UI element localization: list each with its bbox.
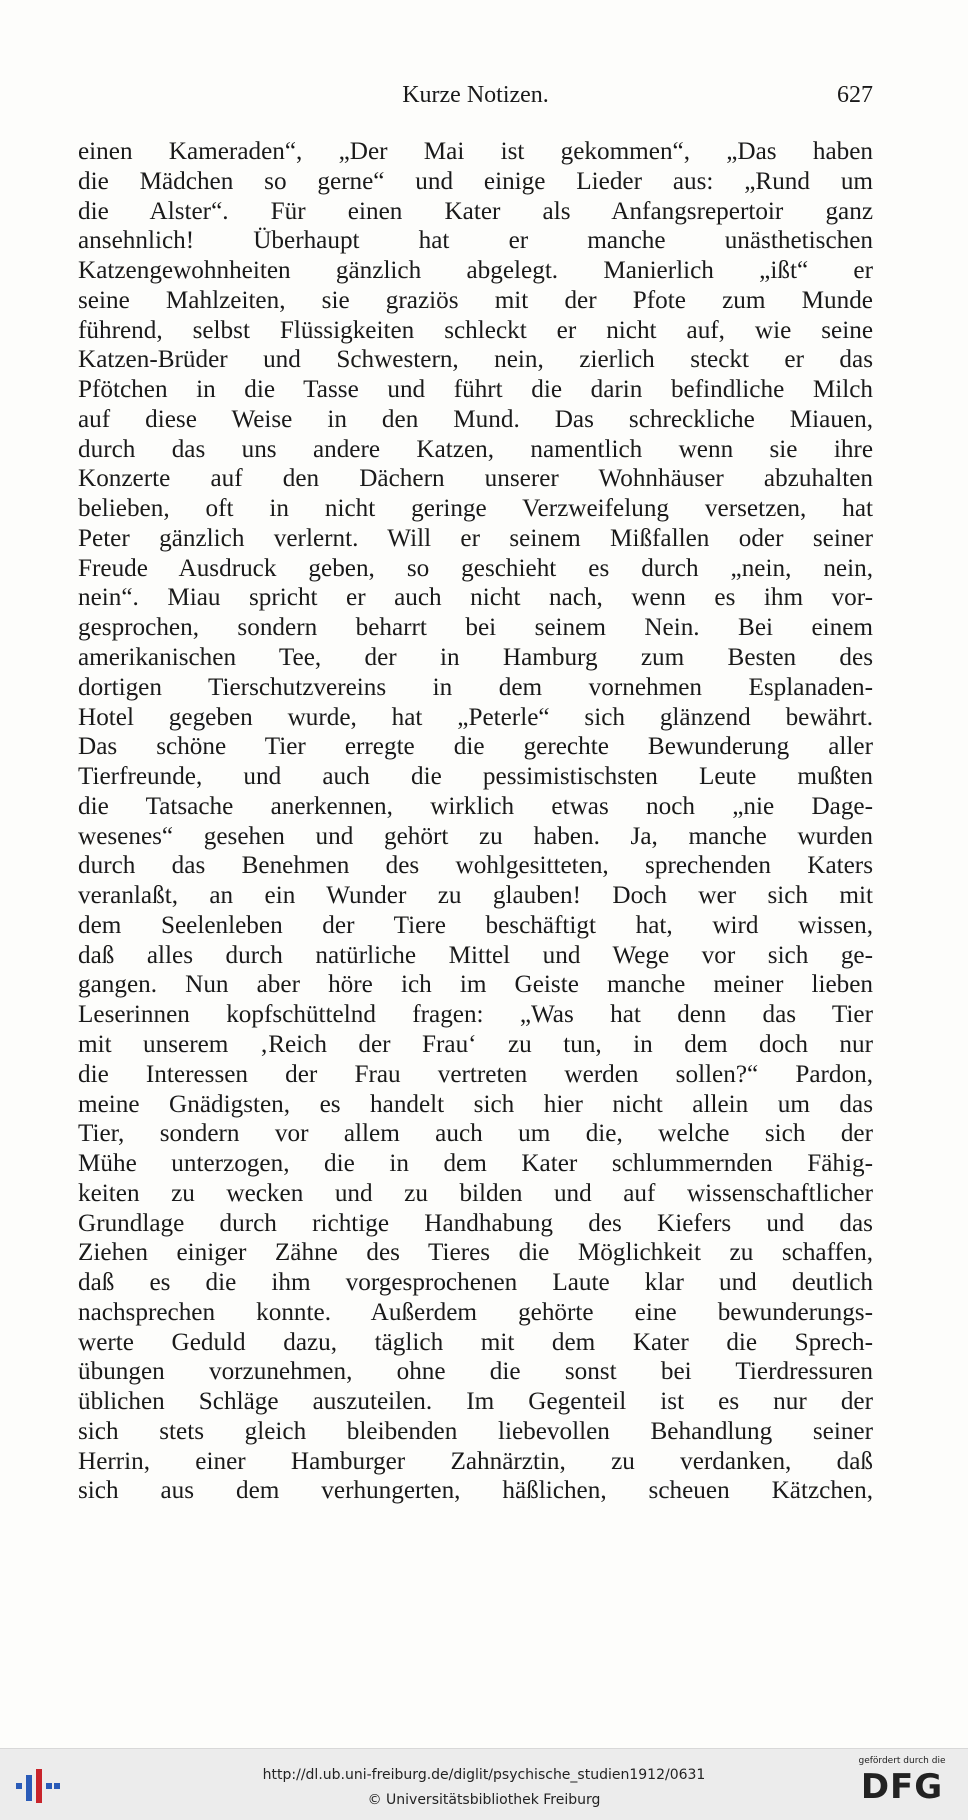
- text-line: sich aus dem verhungerten, häßlichen, scheuen Kätzchen,: [78, 1477, 873, 1505]
- text-line: daß es die ihm vorgesprochenen Laute klar und deutlich: [78, 1269, 873, 1297]
- copyright-notice: © Universitätsbibliothek Freiburg: [367, 1792, 601, 1808]
- text-line: sich stets gleich bleibenden liebevollen Behandlung seiner: [78, 1417, 873, 1445]
- viewer-footer: [0, 1748, 968, 1820]
- dfg-caption: gefördert durch die: [858, 1756, 946, 1766]
- text-line: Ziehen einiger Zähne des Tieres die Möglichkeit zu schaffen,: [78, 1239, 873, 1267]
- text-line: Leserinnen kopfschüttelnd fragen: „Was hat denn das Tier: [78, 1001, 873, 1029]
- running-title: Kurze Notizen.: [402, 82, 549, 108]
- text-line: dortigen Tierschutzvereins in dem vornehmen Esplanaden-: [78, 673, 873, 701]
- body-text: [78, 137, 873, 1506]
- text-line: die Tatsache anerkennen, wirklich etwas noch „nie Dage-: [78, 792, 873, 820]
- text-line: werte Geduld dazu, täglich mit dem Kater die Sprech-: [78, 1328, 873, 1356]
- text-line: amerikanischen Tee, der in Hamburg zum Besten des: [78, 644, 873, 672]
- text-line: gesprochen, sondern beharrt bei seinem Nein. Bei einem: [78, 614, 873, 642]
- text-line: daß alles durch natürliche Mittel und Wege vor sich ge-: [78, 941, 873, 969]
- text-line: seine Mahlzeiten, sie graziös mit der Pfote zum Munde: [78, 286, 873, 314]
- page-number: 627: [837, 82, 873, 108]
- text-line: Katzen-Brüder und Schwestern, nein, zierlich steckt er das: [78, 346, 873, 374]
- permalink-url[interactable]: http://dl.ub.uni-freiburg.de/diglit/psychische_studien1912/0631: [262, 1767, 706, 1783]
- text-line: Katzengewohnheiten gänzlich abgelegt. Manierlich „ißt“ er: [78, 257, 873, 285]
- text-line: Pfötchen in die Tasse und führt die darin befindliche Milch: [78, 376, 873, 404]
- text-line: ansehnlich! Überhaupt hat er manche unästhetischen: [78, 227, 873, 255]
- text-line: die Alster“. Für einen Kater als Anfangsrepertoir ganz: [78, 197, 873, 225]
- text-line: Peter gänzlich verlernt. Will er seinem Mißfallen oder seiner: [78, 524, 873, 552]
- text-line: Herrin, einer Hamburger Zahnärztin, zu verdanken, daß: [78, 1447, 873, 1475]
- text-line: veranlaßt, an ein Wunder zu glauben! Doch wer sich mit: [78, 882, 873, 910]
- text-line: übungen vorzunehmen, ohne die sonst bei Tierdressuren: [78, 1358, 873, 1386]
- text-line: Tier, sondern vor allem auch um die, welche sich der: [78, 1120, 873, 1148]
- text-line: die Mädchen so gerne“ und einige Lieder aus: „Rund um: [78, 167, 873, 195]
- running-head: [78, 82, 873, 116]
- text-line: Freude Ausdruck geben, so geschieht es durch „nein, nein,: [78, 554, 873, 582]
- text-line: die Interessen der Frau vertreten werden sollen?“ Pardon,: [78, 1060, 873, 1088]
- text-line: Mühe unterzogen, die in dem Kater schlummernden Fähig-: [78, 1150, 873, 1178]
- text-line: durch das Benehmen des wohlgesitteten, sprechenden Katers: [78, 852, 873, 880]
- text-line: üblichen Schläge auszuteilen. Im Gegenteil ist es nur der: [78, 1388, 873, 1416]
- text-line: nachsprechen konnte. Außerdem gehörte eine bewunderungs-: [78, 1298, 873, 1326]
- text-line: meine Gnädigsten, es handelt sich hier nicht allein um das: [78, 1090, 873, 1118]
- text-line: einen Kameraden“, „Der Mai ist gekommen“, „Das haben: [78, 138, 873, 165]
- dfg-logo: [846, 1755, 958, 1815]
- text-line: mit unserem ‚Reich der Frau‘ zu tun, in dem doch nur: [78, 1030, 873, 1058]
- text-line: führend, selbst Flüssigkeiten schleckt er nicht auf, wie seine: [78, 316, 873, 344]
- text-line: Konzerte auf den Dächern unserer Wohnhäuser abzuhalten: [78, 465, 873, 493]
- text-line: wesenes“ gesehen und gehört zu haben. Ja, manche wurden: [78, 822, 873, 850]
- text-line: Grundlage durch richtige Handhabung des Kiefers und das: [78, 1209, 873, 1237]
- text-line: keiten zu wecken und zu bilden und auf wissenschaftlicher: [78, 1179, 873, 1207]
- text-line: dem Seelenleben der Tiere beschäftigt hat, wird wissen,: [78, 911, 873, 939]
- text-line: gangen. Nun aber höre ich im Geiste manche meiner lieben: [78, 971, 873, 999]
- text-line: Hotel gegeben wurde, hat „Peterle“ sich glänzend bewährt.: [78, 703, 873, 731]
- text-line: nein“. Miau spricht er auch nicht nach, wenn es ihm vor-: [78, 584, 873, 612]
- dfg-logo-text: DFG: [860, 1767, 944, 1807]
- text-line: Das schöne Tier erregte die gerechte Bewunderung aller: [78, 733, 873, 761]
- text-line: Tierfreunde, und auch die pessimistischsten Leute mußten: [78, 763, 873, 791]
- text-line: belieben, oft in nicht geringe Verzweifelung versetzen, hat: [78, 495, 873, 523]
- text-line: durch das uns andere Katzen, namentlich wenn sie ihre: [78, 435, 873, 463]
- text-line: auf diese Weise in den Mund. Das schreckliche Miauen,: [78, 405, 873, 433]
